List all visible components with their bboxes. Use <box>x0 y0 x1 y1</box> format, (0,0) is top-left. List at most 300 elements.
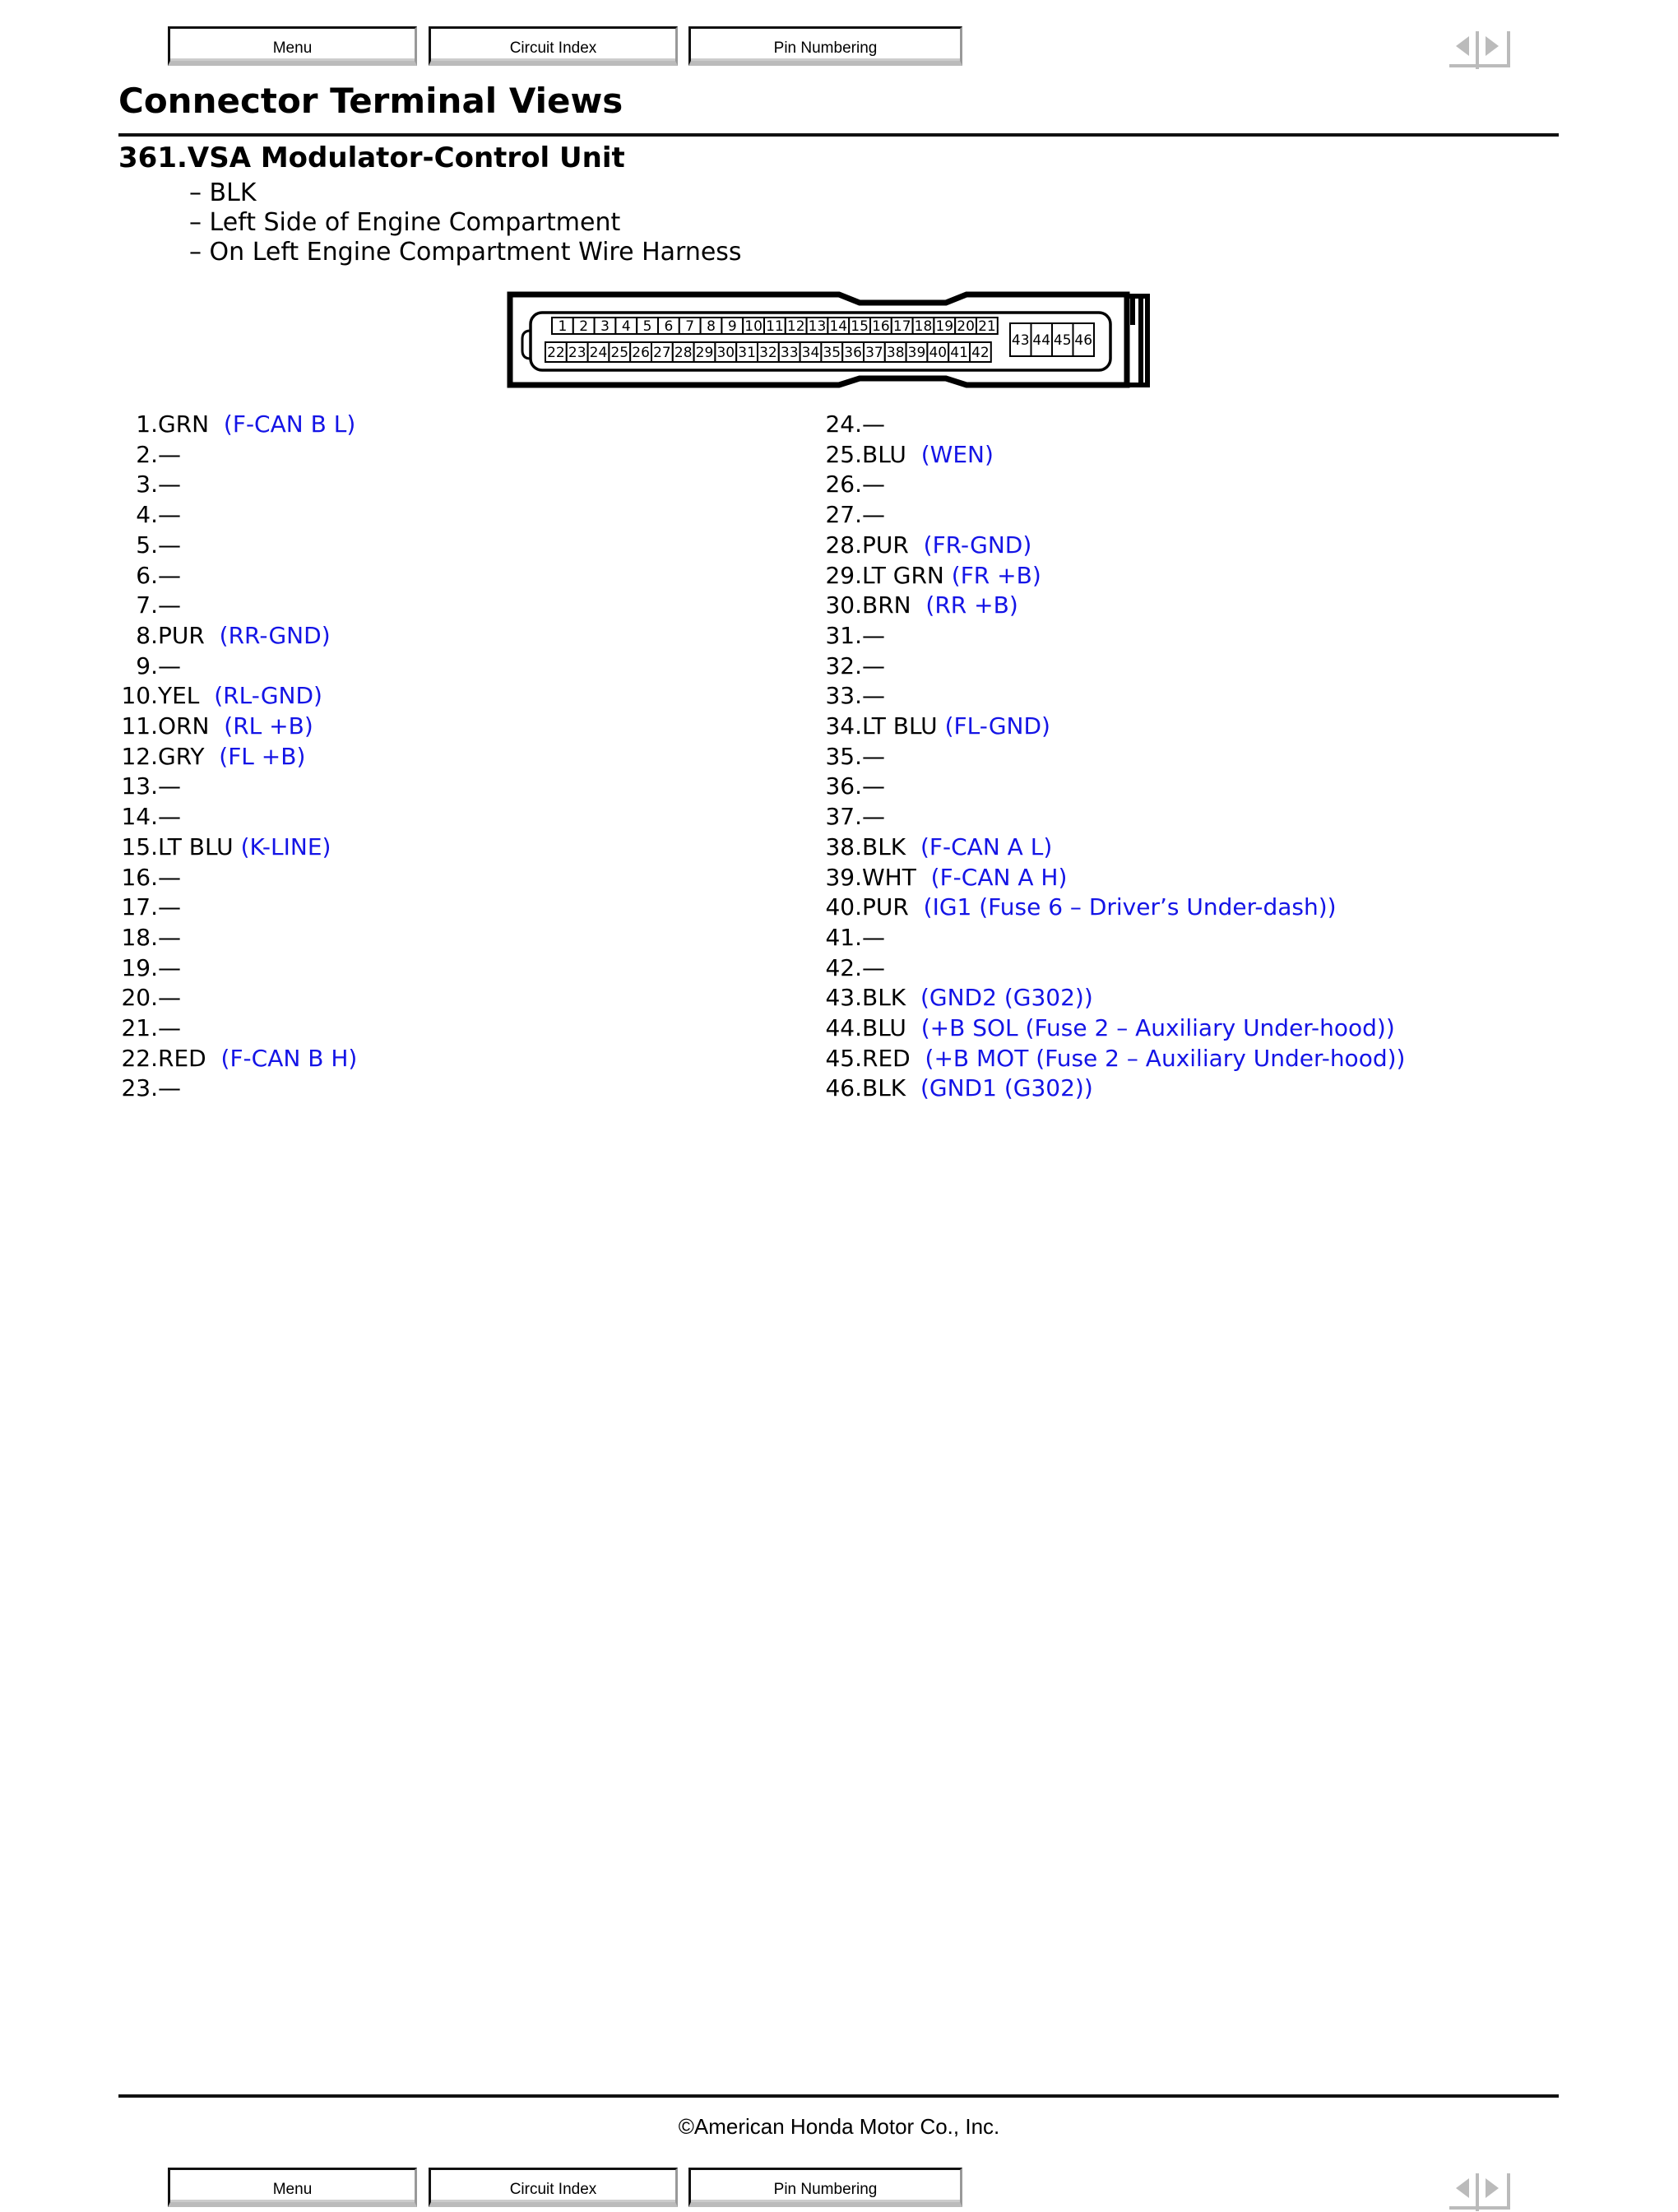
terminal-number: 37 <box>865 345 883 361</box>
terminal-number: 31 <box>738 345 756 361</box>
terminal-cell <box>913 318 934 335</box>
terminal-cell <box>1010 323 1031 356</box>
pin-list-right <box>823 410 1405 1104</box>
wire-color: — <box>158 1014 181 1042</box>
terminal-cell <box>934 318 955 335</box>
pin-number: 19. <box>121 953 158 981</box>
pin-number: 17. <box>121 893 158 921</box>
pin-circuit: (FL-GND) <box>944 712 1050 740</box>
pin-row <box>823 742 1405 772</box>
pin-number: 11. <box>121 712 158 740</box>
wire-color: — <box>862 682 885 710</box>
footer-divider <box>118 2094 1559 2098</box>
terminal-number: 35 <box>823 345 841 361</box>
pin-row <box>823 953 1405 984</box>
pin-number: 10. <box>121 682 158 710</box>
pin-number: 28. <box>825 531 862 559</box>
circuit-index-button-bottom[interactable] <box>429 2168 678 2207</box>
wire-color: — <box>862 772 885 800</box>
pin-circuit: (F-CAN A L) <box>920 832 1053 860</box>
page-title: Connector Terminal Views <box>118 81 623 121</box>
menu-button-bottom[interactable] <box>168 2168 417 2207</box>
pin-row <box>118 410 357 440</box>
pin-number: 43. <box>825 984 862 1012</box>
spacer <box>206 1044 221 1074</box>
terminal-cell <box>955 318 976 335</box>
spacer <box>944 561 952 591</box>
wire-color: BLK <box>862 1074 906 1102</box>
pin-row <box>823 923 1405 953</box>
pin-row <box>823 591 1405 621</box>
copyright: ©American Honda Motor Co., Inc. <box>678 2114 1000 2139</box>
pin-circuit: (F-CAN B H) <box>220 1044 358 1072</box>
terminal-number: 25 <box>610 345 629 361</box>
terminal-cell <box>849 318 870 335</box>
pin-circuit: (RR-GND) <box>219 621 331 649</box>
terminal-number: 41 <box>950 345 968 361</box>
wire-color: — <box>158 984 181 1012</box>
wire-color: BLU <box>862 440 906 468</box>
pin-number: 16. <box>121 863 158 891</box>
pin-number: 1. <box>136 410 158 438</box>
pin-row <box>823 561 1405 591</box>
pin-row <box>823 893 1405 923</box>
spacer <box>234 832 241 863</box>
pin-row <box>118 621 357 652</box>
pin-row <box>118 802 357 832</box>
wire-color: — <box>862 923 885 951</box>
pin-number: 12. <box>121 742 158 770</box>
wire-color: — <box>158 471 181 499</box>
circuit-index-button[interactable] <box>429 26 678 66</box>
terminal-number: 26 <box>632 345 650 361</box>
pin-number: 27. <box>825 501 862 529</box>
terminal-number: 21 <box>978 318 996 335</box>
spacer <box>911 1044 925 1074</box>
base-bar-icon <box>1449 64 1510 67</box>
wire-color: PUR <box>862 893 909 921</box>
pin-number: 31. <box>825 621 862 649</box>
wire-color: BLK <box>862 832 906 860</box>
spacer <box>199 681 214 712</box>
pin-row <box>823 681 1405 712</box>
pin-circuit: (RR +B) <box>925 591 1018 619</box>
wire-color: — <box>862 953 885 981</box>
pin-row <box>118 1044 357 1074</box>
terminal-cell <box>736 342 758 362</box>
terminal-cell <box>1052 323 1073 356</box>
page-nav-arrows[interactable] <box>1446 28 1515 69</box>
pin-row <box>118 1074 357 1104</box>
wire-color: — <box>158 772 181 800</box>
terminal-cell <box>842 342 864 362</box>
pin-row <box>118 863 357 893</box>
terminal-cell <box>743 318 764 335</box>
terminal-number: 39 <box>907 345 926 361</box>
wire-color: — <box>862 652 885 679</box>
menu-label: Menu <box>272 2180 313 2198</box>
terminal-cell <box>673 342 694 362</box>
circuit-index-label: Circuit Index <box>509 39 597 57</box>
terminal-cell <box>552 318 573 335</box>
terminal-number: 22 <box>547 345 565 361</box>
pin-row <box>118 832 357 863</box>
terminal-cell <box>870 318 892 335</box>
pin-numbering-label: Pin Numbering <box>773 39 878 57</box>
pin-number: 2. <box>136 440 158 468</box>
pin-number: 7. <box>136 591 158 619</box>
spacer <box>909 531 924 561</box>
terminal-number: 13 <box>808 318 827 335</box>
terminal-number: 43 <box>1011 332 1030 349</box>
pin-row <box>118 772 357 802</box>
wire-color: BRN <box>862 591 911 619</box>
wire-color: LT GRN <box>862 561 944 589</box>
terminal-number: 40 <box>929 345 948 361</box>
pin-number: 38. <box>825 832 862 860</box>
next-arrow-icon[interactable] <box>1486 36 1499 56</box>
pin-number: 6. <box>136 561 158 589</box>
terminal-cell <box>779 342 800 362</box>
terminal-number: 38 <box>886 345 905 361</box>
connector-location: – Left Side of Engine Compartment <box>189 208 621 237</box>
pin-number: 44. <box>825 1014 862 1042</box>
terminal-cell <box>721 318 743 335</box>
pin-number: 42. <box>825 953 862 981</box>
spacer <box>209 712 224 742</box>
spacer <box>906 832 920 863</box>
wire-color: — <box>158 652 181 679</box>
pin-row <box>118 440 357 471</box>
wire-color: — <box>158 893 181 921</box>
pin-numbering-button-bottom[interactable] <box>688 2168 962 2207</box>
wire-color: — <box>862 621 885 649</box>
terminal-cell <box>885 342 906 362</box>
pin-circuit: (+B SOL (Fuse 2 – Auxiliary Under-hood)) <box>920 1014 1395 1042</box>
wire-color: — <box>158 923 181 951</box>
spacer <box>205 621 220 652</box>
pin-circuit: (FR +B) <box>951 561 1041 589</box>
wire-color: WHT <box>862 863 916 891</box>
terminal-cell <box>715 342 736 362</box>
spacer <box>906 983 920 1013</box>
pin-number: 41. <box>825 923 862 951</box>
connector-diagram <box>506 288 1172 393</box>
pin-number: 36. <box>825 772 862 800</box>
pin-number: 8. <box>136 621 158 649</box>
pin-number: 24. <box>825 410 862 438</box>
divider-icon <box>1476 2173 1479 2211</box>
wire-color: GRY <box>158 742 205 770</box>
wire-color: GRN <box>158 410 210 438</box>
terminal-cell <box>615 318 637 335</box>
wire-color: — <box>158 501 181 529</box>
spacer <box>906 1074 920 1104</box>
pin-row <box>823 470 1405 500</box>
pin-circuit: (GND2 (G302)) <box>920 984 1093 1012</box>
wire-color: PUR <box>862 531 909 559</box>
pin-circuit: (FR-GND) <box>923 531 1032 559</box>
terminal-number: 12 <box>786 318 805 335</box>
pin-list-left <box>118 410 357 1104</box>
pin-row <box>823 832 1405 863</box>
divider-icon <box>1476 31 1479 69</box>
connector-title: 361.VSA Modulator-Control Unit <box>118 141 625 174</box>
pin-circuit: (K-LINE) <box>240 832 331 860</box>
wire-color: — <box>158 863 181 891</box>
pin-number: 40. <box>825 893 862 921</box>
pin-number: 30. <box>825 591 862 619</box>
terminal-number: 30 <box>716 345 735 361</box>
pin-row <box>823 802 1405 832</box>
terminal-cell <box>948 342 970 362</box>
terminal-number: 2 <box>579 318 589 335</box>
terminal-cell <box>864 342 885 362</box>
terminal-number: 23 <box>568 345 586 361</box>
pin-row <box>118 893 357 923</box>
terminal-cell <box>658 318 679 335</box>
terminal-number: 33 <box>780 345 799 361</box>
spacer <box>916 863 931 893</box>
terminal-number: 17 <box>892 318 911 335</box>
end-bar-icon <box>1507 2173 1510 2210</box>
title-divider <box>118 133 1559 137</box>
wire-color: RED <box>862 1044 911 1072</box>
wire-color: LT BLU <box>158 832 234 860</box>
pin-row <box>118 500 357 531</box>
terminal-number: 4 <box>621 318 631 335</box>
terminal-number: 45 <box>1053 332 1072 349</box>
terminal-cell <box>609 342 630 362</box>
pin-number: 45. <box>825 1044 862 1072</box>
spacer <box>209 410 224 440</box>
terminal-number: 32 <box>759 345 777 361</box>
terminal-cell <box>588 342 610 362</box>
terminal-cell <box>970 342 991 362</box>
terminal-number: 8 <box>707 318 716 335</box>
connector-color: – BLK <box>189 179 257 207</box>
terminal-cell <box>906 342 928 362</box>
pin-number: 25. <box>825 440 862 468</box>
pin-number: 4. <box>136 501 158 529</box>
pin-row <box>118 561 357 591</box>
spacer <box>938 712 945 742</box>
terminal-cell <box>637 318 658 335</box>
pin-row <box>823 1013 1405 1044</box>
base-bar-icon <box>1449 2206 1510 2210</box>
terminal-number: 46 <box>1074 332 1093 349</box>
terminal-cell <box>758 342 779 362</box>
spacer <box>906 440 921 471</box>
pin-number: 23. <box>121 1074 158 1102</box>
pin-row <box>118 531 357 561</box>
terminal-number: 18 <box>914 318 933 335</box>
pin-row <box>823 772 1405 802</box>
terminal-number: 34 <box>801 345 820 361</box>
pin-circuit: (RL +B) <box>224 712 313 740</box>
wire-color: — <box>158 531 181 559</box>
terminal-cell <box>595 318 616 335</box>
terminal-number: 44 <box>1032 332 1051 349</box>
pin-number: 14. <box>121 803 158 831</box>
wire-color: PUR <box>158 621 205 649</box>
wire-color: — <box>158 561 181 589</box>
pin-number: 29. <box>825 561 862 589</box>
wire-color: — <box>862 742 885 770</box>
terminal-cell <box>651 342 673 362</box>
wire-color: — <box>862 501 885 529</box>
terminal-number: 7 <box>685 318 695 335</box>
terminal-cell <box>800 342 822 362</box>
terminal-cell <box>764 318 786 335</box>
pin-row <box>823 1074 1405 1104</box>
pin-circuit: (WEN) <box>920 440 994 468</box>
pin-row <box>823 652 1405 682</box>
wire-color: — <box>862 410 885 438</box>
terminal-number: 10 <box>744 318 763 335</box>
pin-numbering-button[interactable] <box>688 26 962 66</box>
pin-number: 18. <box>121 923 158 951</box>
pin-row <box>118 953 357 984</box>
wire-color: — <box>158 1074 181 1102</box>
wire-color: ORN <box>158 712 210 740</box>
terminal-cell <box>1073 323 1095 356</box>
pin-row <box>823 531 1405 561</box>
pin-row <box>823 410 1405 440</box>
end-bar-icon <box>1507 31 1510 67</box>
terminal-cell <box>694 342 716 362</box>
wire-color: RED <box>158 1044 206 1072</box>
connector-info <box>189 179 742 267</box>
spacer <box>911 591 926 621</box>
pin-row <box>118 470 357 500</box>
pin-circuit: (FL +B) <box>219 742 306 770</box>
pin-row <box>823 983 1405 1013</box>
wire-color: — <box>158 591 181 619</box>
pin-number: 15. <box>121 832 158 860</box>
wire-color: — <box>158 803 181 831</box>
pin-circuit: (RL-GND) <box>214 682 322 710</box>
terminal-number: 11 <box>766 318 784 335</box>
wire-color: — <box>158 953 181 981</box>
terminal-cell <box>807 318 828 335</box>
connector-latch <box>1127 296 1147 385</box>
spacer <box>204 742 219 772</box>
terminal-number: 36 <box>844 345 862 361</box>
circuit-index-label: Circuit Index <box>509 2180 597 2198</box>
terminal-number: 5 <box>642 318 652 335</box>
wire-color: BLU <box>862 1014 906 1042</box>
terminal-cell <box>630 342 651 362</box>
terminal-cell <box>701 318 722 335</box>
pin-row <box>823 440 1405 471</box>
pin-row <box>118 983 357 1013</box>
terminal-cell <box>786 318 807 335</box>
pin-number: 20. <box>121 984 158 1012</box>
wire-color: BLK <box>862 984 906 1012</box>
wire-color: YEL <box>158 682 200 710</box>
terminal-number: 1 <box>558 318 568 335</box>
prev-arrow-icon[interactable] <box>1456 36 1469 56</box>
terminal-number: 19 <box>935 318 954 335</box>
pin-row <box>118 712 357 742</box>
pin-row <box>118 1013 357 1044</box>
terminal-cell <box>927 342 948 362</box>
terminal-number: 9 <box>727 318 737 335</box>
pin-number: 33. <box>825 682 862 710</box>
pin-row <box>823 1044 1405 1074</box>
pin-number: 37. <box>825 803 862 831</box>
terminal-cell <box>679 318 701 335</box>
pin-number: 39. <box>825 863 862 891</box>
pin-number: 32. <box>825 652 862 679</box>
terminal-number: 16 <box>872 318 890 335</box>
pin-row <box>823 621 1405 652</box>
pin-row <box>118 742 357 772</box>
pin-number: 46. <box>825 1074 862 1102</box>
wire-color: — <box>158 440 181 468</box>
pin-circuit: (GND1 (G302)) <box>920 1074 1093 1102</box>
terminal-cell <box>567 342 588 362</box>
pin-row <box>823 712 1405 742</box>
pin-circuit: (+B MOT (Fuse 2 – Auxiliary Under-hood)) <box>925 1044 1406 1072</box>
spacer <box>906 1013 921 1044</box>
pin-circuit: (IG1 (Fuse 6 – Driver’s Under-dash)) <box>923 893 1337 921</box>
terminal-number: 20 <box>957 318 975 335</box>
pin-row <box>823 863 1405 893</box>
terminal-cell <box>827 318 849 335</box>
terminal-number: 28 <box>674 345 693 361</box>
wire-color: — <box>862 803 885 831</box>
terminal-cell <box>545 342 567 362</box>
terminal-cell <box>976 318 998 335</box>
pin-number: 35. <box>825 742 862 770</box>
menu-label: Menu <box>272 39 313 57</box>
pin-row <box>823 500 1405 531</box>
spacer <box>909 893 924 923</box>
menu-button[interactable] <box>168 26 417 66</box>
pin-circuit: (F-CAN B L) <box>223 410 356 438</box>
connector-harness: – On Left Engine Compartment Wire Harness <box>189 238 742 267</box>
pin-numbering-label: Pin Numbering <box>773 2180 878 2198</box>
pin-number: 3. <box>136 471 158 499</box>
terminal-cell <box>1031 323 1053 356</box>
prev-arrow-icon[interactable] <box>1456 2178 1469 2198</box>
terminal-number: 3 <box>600 318 610 335</box>
terminal-number: 27 <box>653 345 671 361</box>
pin-number: 13. <box>121 772 158 800</box>
pin-number: 5. <box>136 531 158 559</box>
pin-row <box>118 681 357 712</box>
pin-number: 26. <box>825 471 862 499</box>
wire-color: — <box>862 471 885 499</box>
next-arrow-icon[interactable] <box>1486 2178 1499 2198</box>
terminal-number: 29 <box>695 345 714 361</box>
terminal-cell <box>573 318 595 335</box>
terminal-number: 6 <box>664 318 674 335</box>
pin-row <box>118 591 357 621</box>
wire-color: LT BLU <box>862 712 938 740</box>
terminal-number: 24 <box>589 345 608 361</box>
page-nav-arrows-bottom[interactable] <box>1446 2170 1515 2211</box>
pin-number: 34. <box>825 712 862 740</box>
terminal-number: 14 <box>829 318 848 335</box>
pin-number: 21. <box>121 1014 158 1042</box>
terminal-number: 15 <box>851 318 869 335</box>
terminal-cell <box>892 318 913 335</box>
pin-row <box>118 923 357 953</box>
terminal-cell <box>821 342 842 362</box>
